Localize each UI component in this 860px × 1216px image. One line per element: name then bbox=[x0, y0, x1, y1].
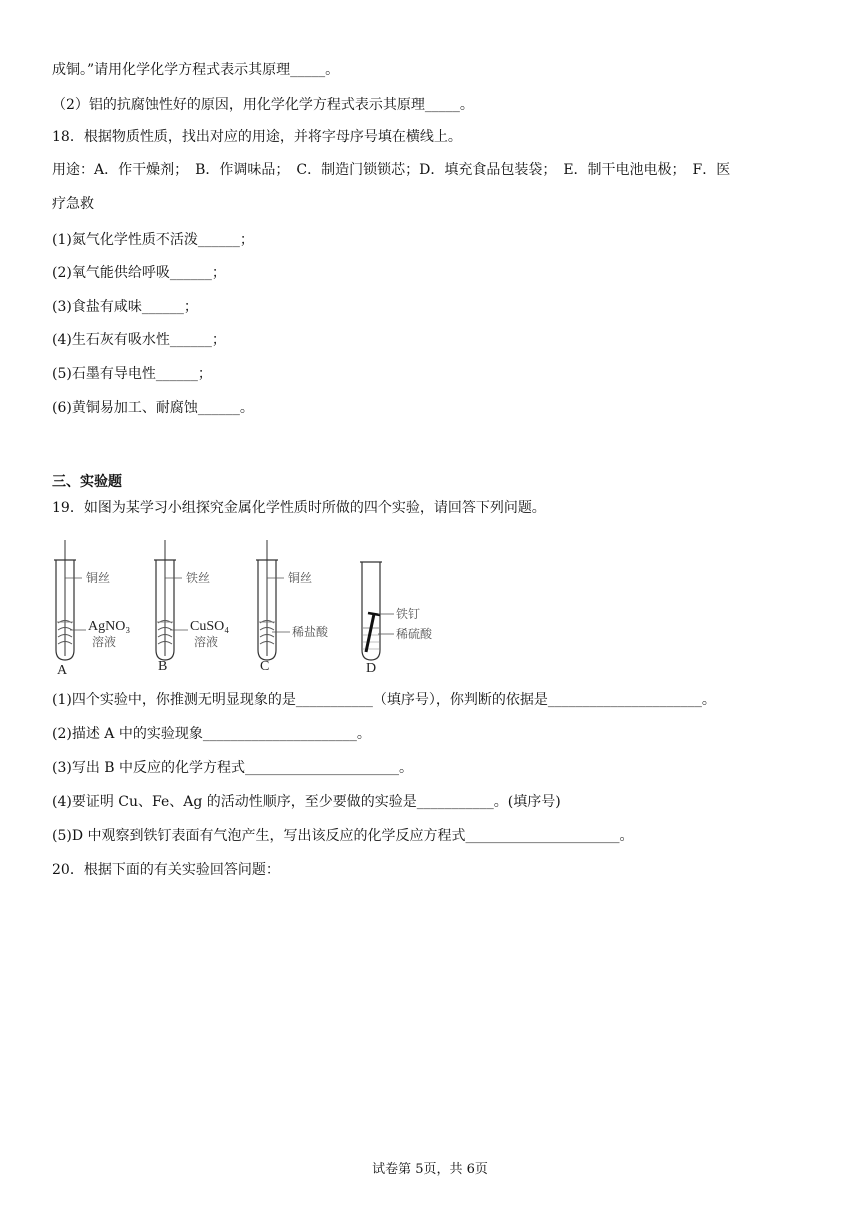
tube-b-solution-word: 溶液 bbox=[194, 635, 219, 649]
q19-part-3: (3)写出 B 中反应的化学方程式______________________。 bbox=[52, 760, 414, 776]
question-18: 18．根据物质性质，找出对应的用途，并将字母序号填在横线上。 bbox=[52, 129, 462, 145]
tube-d-nail-label: 铁钉 bbox=[396, 607, 421, 621]
page-footer: 试卷第 5页，共 6页 bbox=[372, 1162, 488, 1177]
tube-a bbox=[54, 540, 130, 678]
tube-c bbox=[256, 540, 329, 674]
tube-b-wire-label: 铁丝 bbox=[186, 571, 211, 585]
q18-item-1: (1)氮气化学性质不活泼______； bbox=[52, 232, 254, 248]
tube-a-tag: A bbox=[57, 663, 68, 678]
section-heading: 三、实验题 bbox=[52, 474, 122, 490]
text-line: 成铜。”请用化学化学方程式表示其原理_____。 bbox=[52, 62, 340, 78]
q19-part-1: (1)四个实验中，你推测无明显现象的是___________（填序号），你判断的依据是______________________。 bbox=[52, 692, 716, 708]
q19-part-4: (4)要证明 Cu、Fe、Ag 的活动性顺序，至少要做的实验是___________。(填序号) bbox=[52, 794, 561, 810]
q19-part-5: (5)D 中观察到铁钉表面有气泡产生，写出该反应的化学反应方程式______________________。 bbox=[52, 828, 634, 844]
tube-c-solution-word: 稀盐酸 bbox=[292, 625, 329, 639]
tube-d-solution-word: 稀硫酸 bbox=[396, 627, 433, 641]
tube-b bbox=[154, 540, 229, 674]
tube-c-tag: C bbox=[260, 659, 270, 674]
uses-list: 用途：A．作干燥剂； B．作调味品； C．制造门锁锁芯；D．填充食品包装袋； E．制干电池电极； F．医 bbox=[52, 162, 731, 178]
tube-c-wire-label: 铜丝 bbox=[288, 571, 313, 585]
tube-b-solution-formula: CuSO₄ bbox=[190, 619, 230, 634]
q18-item-4: (4)生石灰有吸水性______； bbox=[52, 332, 226, 348]
question-20: 20．根据下面的有关实验回答问题： bbox=[52, 862, 280, 878]
tube-a-solution-word: 溶液 bbox=[92, 635, 117, 649]
question-19: 19．如图为某学习小组探究金属化学性质时所做的四个实验，请回答下列问题。 bbox=[52, 500, 546, 516]
q18-item-5: (5)石墨有导电性______； bbox=[52, 366, 212, 382]
q18-item-2: (2)氧气能供给呼吸______； bbox=[52, 265, 226, 281]
uses-list-cont: 疗急救 bbox=[52, 196, 94, 212]
tube-a-solution-formula: AgNO₃ bbox=[88, 619, 131, 634]
text-line: （2）铝的抗腐蚀性好的原因，用化学化学方程式表示其原理_____。 bbox=[52, 97, 474, 113]
tube-d-tag: D bbox=[366, 661, 377, 676]
tube-d bbox=[360, 562, 433, 676]
q18-item-6: (6)黄铜易加工、耐腐蚀______。 bbox=[52, 400, 254, 416]
test-tubes-figure bbox=[48, 540, 448, 680]
tube-a-wire-label: 铜丝 bbox=[86, 571, 111, 585]
tube-b-tag: B bbox=[158, 659, 168, 674]
q18-item-3: (3)食盐有咸味______； bbox=[52, 299, 198, 315]
q19-part-2: (2)描述 A 中的实验现象______________________。 bbox=[52, 726, 371, 742]
